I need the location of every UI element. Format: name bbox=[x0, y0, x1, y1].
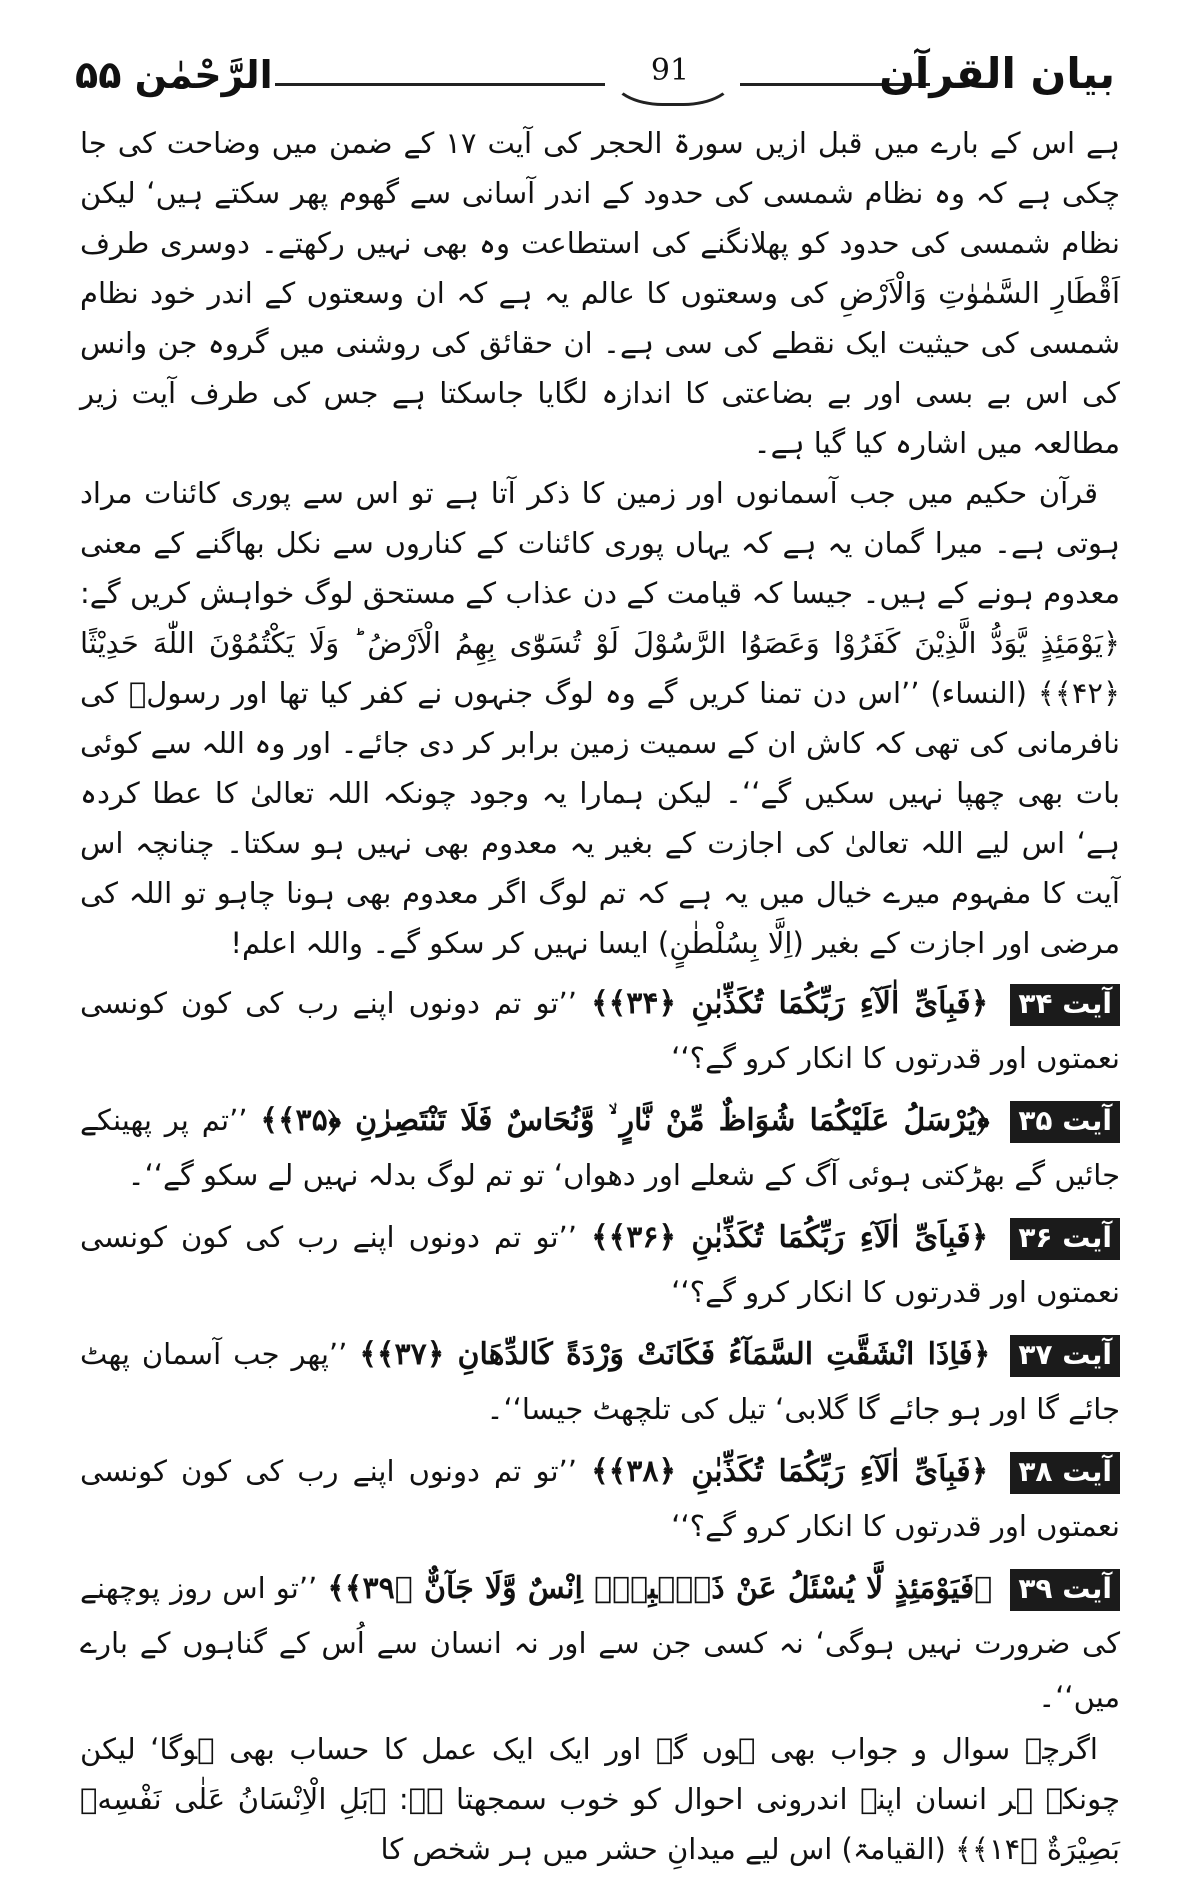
verse-arabic: ﴿فَبِاَیِّ اٰلَآءِ رَبِّکُمَا تُکَذِّبٰنِ ﴿۳۴﴾﴾ bbox=[591, 986, 989, 1021]
verse-39 bbox=[80, 1561, 1120, 1724]
verse-arabic: ﴿یُرْسَلُ عَلَیْکُمَا شُوَاظٌ مِّنْ نَّارٍ ۙ وَّنُحَاسٌ فَلَا تَنْتَصِرٰنِ ﴿۳۵﴾﴾ bbox=[260, 1103, 990, 1138]
verse-label: آیت ۳۵ bbox=[1010, 1101, 1120, 1143]
page-body bbox=[80, 118, 1120, 1874]
verse-34 bbox=[80, 976, 1120, 1085]
verse-translation: ’’پھر جب آسمان پھٹ جائے گا اور ہو جائے گا گلابی‘ تیل کی تلچھٹ جیسا‘‘۔ bbox=[80, 1337, 1120, 1426]
book-title: بیان القرآن bbox=[879, 49, 1115, 98]
verse-translation: ’’تو اس روز پوچھنے کی ضرورت نہیں ہوگی‘ نہ کسی جن سے اور نہ انسان سے اُس کے گناہوں کے بارے میں‘‘۔ bbox=[80, 1571, 1120, 1714]
verse-35 bbox=[80, 1093, 1120, 1202]
closing-paragraph: اگرچہ سوال و جواب بھی ہوں گے اور ایک ایک عمل کا حساب بھی ہوگا‘ لیکن چونکہ ہر انسان اپنے اندرونی احوال کو خوب سمجھتا ہے: ﴿بَلِ الْاِنْسَانُ عَلٰی نَفْسِهٖ بَصِیْرَةٌ ﴿۱۴﴾﴾ (القیامۃ) اس لیے میدانِ حشر میں ہر شخص کا bbox=[80, 1732, 1120, 1866]
verse-arabic: ﴿فَبِاَیِّ اٰلَآءِ رَبِّکُمَا تُکَذِّبٰنِ ﴿۳۸﴾﴾ bbox=[591, 1454, 989, 1489]
verse-arabic: ﴿فَاِذَا انْشَقَّتِ السَّمَآءُ فَکَانَتْ وَرْدَةً کَالدِّهَانِ ﴿۳۷﴾﴾ bbox=[359, 1337, 991, 1372]
page-header bbox=[75, 45, 1115, 115]
verse-arabic: ﴿فَبِاَیِّ اٰلَآءِ رَبِّکُمَا تُکَذِّبٰنِ ﴿۳۶﴾﴾ bbox=[591, 1220, 989, 1255]
verse-label: آیت ۳۸ bbox=[1010, 1452, 1120, 1494]
verse-36 bbox=[80, 1210, 1120, 1319]
verse-38 bbox=[80, 1444, 1120, 1553]
verse-label: آیت ۳۴ bbox=[1010, 984, 1120, 1026]
intro-paragraph-2: قرآن حکیم میں جب آسمانوں اور زمین کا ذکر آتا ہے تو اس سے پوری کائنات مراد ہوتی ہے۔ میرا گمان یہ ہے کہ یہاں پوری کائنات کے کناروں سے نکل بھاگنے کے معنی معدوم ہونے کے ہیں۔ جیسا کہ قیامت کے دن عذاب کے مستحق لوگ خواہش کریں گے: ﴿یَوْمَئِذٍ یَّوَدُّ الَّذِیْنَ کَفَرُوْا وَعَصَوُا الرَّسُوْلَ لَوْ تُسَوّٰی بِهِمُ الْاَرْضُ ؕ وَلَا یَکْتُمُوْنَ اللّٰهَ حَدِیْثًا ﴿۴۲﴾﴾ (النساء) ’’اس دن تمنا کریں گے وہ لوگ جنہوں نے کفر کیا تھا اور رسولؐ کی نافرمانی کی تھی کہ کاش ان کے سمیت زمین برابر کر دی جائے۔ اور وہ اللہ سے کوئی بات بھی چھپا نہیں سکیں گے‘‘۔ لیکن ہمارا یہ وجود چونکہ اللہ تعالیٰ کا عطا کردہ ہے‘ اس لیے اللہ تعالیٰ کی اجازت کے بغیر یہ معدوم بھی نہیں ہو سکتا۔ چنانچہ اس آیت کا مفہوم میرے خیال میں یہ ہے کہ تم لوگ اگر معدوم بھی ہونا چاہو تو اللہ کی مرضی اور اجازت کے بغیر (اِلَّا بِسُلْطٰنٍ) ایسا نہیں کر سکو گے۔ واللہ اعلم! bbox=[80, 476, 1120, 960]
verse-label: آیت ۳۷ bbox=[1010, 1335, 1120, 1377]
verse-37 bbox=[80, 1327, 1120, 1436]
header-rule-left bbox=[275, 83, 605, 86]
verse-translation: ’’تو تم دونوں اپنے رب کی کون کونسی نعمتوں اور قدرتوں کا انکار کرو گے؟‘‘ bbox=[80, 986, 1120, 1075]
page-number: 91 bbox=[650, 53, 690, 88]
intro-paragraph-1: ہے اس کے بارے میں قبل ازیں سورۃ الحجر کی آیت ۱۷ کے ضمن میں وضاحت کی جا چکی ہے کہ وہ نظام شمسی کی حدود کے اندر آسانی سے گھوم پھر سکتے ہیں‘ لیکن نظام شمسی کی حدود کو پھلانگنے کی استطاعت وہ بھی نہیں رکھتے۔ دوسری طرف اَقْطَارِ السَّمٰوٰتِ وَالْاَرْضِ کی وسعتوں کا عالم یہ ہے کہ ان وسعتوں کے اندر خود نظام شمسی کی حیثیت ایک نقطے کی سی ہے۔ ان حقائق کی روشنی میں گروہ جن وانس کی اس بے بسی اور بے بضاعتی کا اندازہ لگایا جاسکتا ہے جس کی طرف آیت زیر مطالعہ میں اشارہ کیا گیا ہے۔ bbox=[80, 126, 1120, 460]
verse-translation: ’’تم پر پھینکے جائیں گے بھڑکتی ہوئی آگ کے شعلے اور دھواں‘ تو تم لوگ بدلہ نہیں لے سکو گے‘‘۔ bbox=[80, 1103, 1120, 1192]
verse-translation: ’’تو تم دونوں اپنے رب کی کون کونسی نعمتوں اور قدرتوں کا انکار کرو گے؟‘‘ bbox=[80, 1454, 1120, 1543]
verse-label: آیت ۳۶ bbox=[1010, 1218, 1120, 1260]
verse-label: آیت ۳۹ bbox=[1010, 1569, 1120, 1611]
verse-arabic: ﴿فَیَوْمَئِذٍ لَّا یُسْئَلُ عَنْ ذَنْۢبِهٖۤ اِنْسٌ وَّلَا جَآنٌّ ﴿۳۹﴾﴾ bbox=[327, 1571, 993, 1606]
verse-translation: ’’تو تم دونوں اپنے رب کی کون کونسی نعمتوں اور قدرتوں کا انکار کرو گے؟‘‘ bbox=[80, 1220, 1120, 1309]
surah-title: الرَّحْمٰن ۵۵ bbox=[75, 53, 273, 97]
